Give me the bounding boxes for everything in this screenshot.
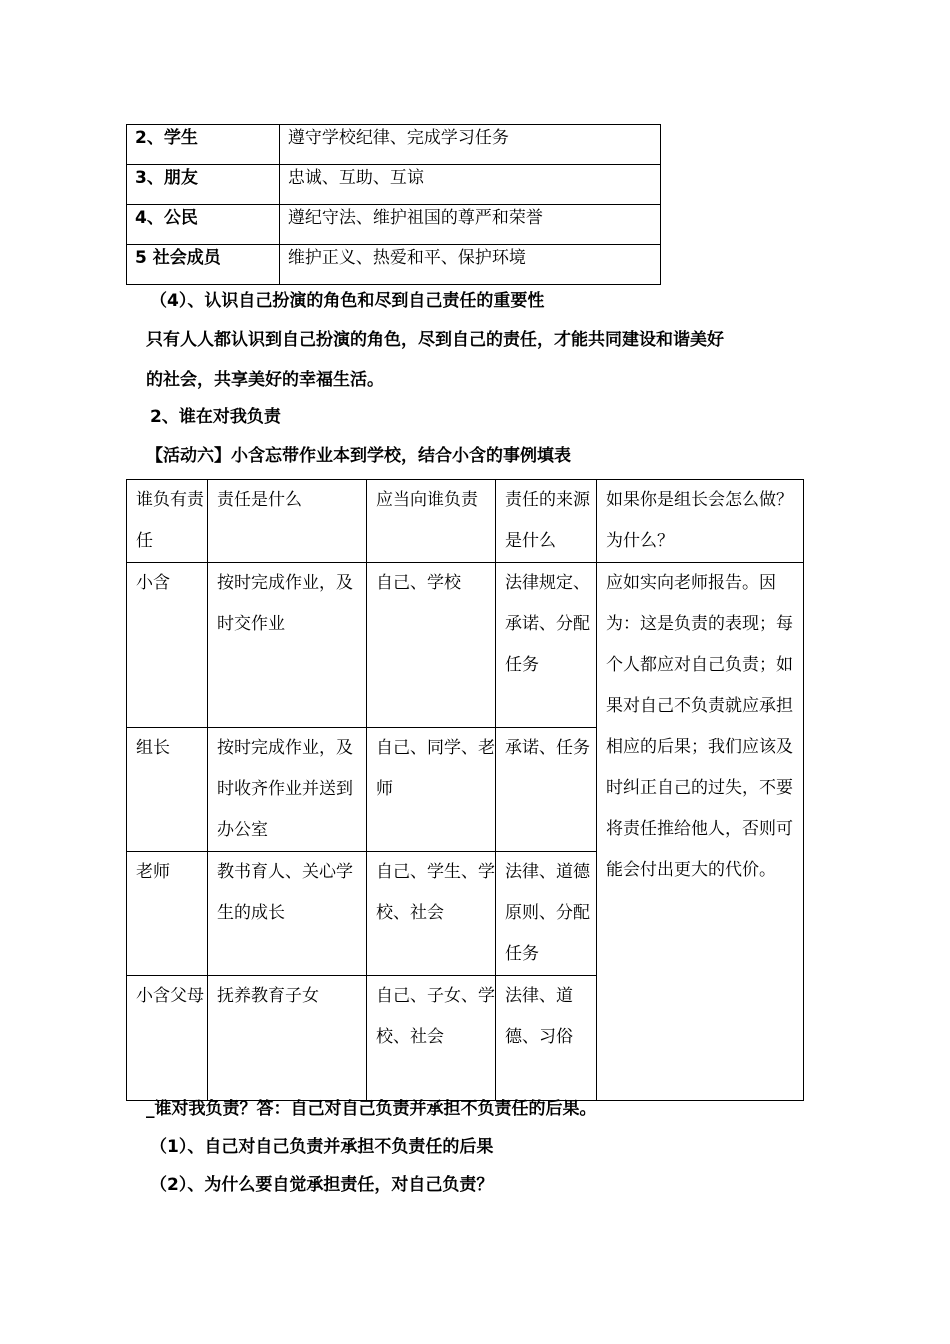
to-whom-cell: 自己、子女、学校、社会 <box>367 976 496 1101</box>
responsibility-table <box>126 479 804 1101</box>
duty-cell: 维护正义、热爱和平、保护环境 <box>279 245 660 285</box>
paragraph-line: 的社会，共享美好的幸福生活。 <box>146 370 384 390</box>
table-row <box>127 563 804 728</box>
role-cell: 4、公民 <box>127 205 280 245</box>
header-cell: 如果你是组长会怎么做？为什么？ <box>597 480 804 563</box>
table-row <box>127 205 661 245</box>
role-cell: 3、朋友 <box>127 165 280 205</box>
paragraph-line: 只有人人都认识到自己扮演的角色，尽到自己的责任，才能共同建设和谐美好 <box>146 330 724 350</box>
role-cell: 5 社会成员 <box>127 245 280 285</box>
roles-table <box>126 124 661 285</box>
source-cell: 承诺、任务 <box>496 728 597 852</box>
what-cell: 教书育人、关心学生的成长 <box>208 852 367 976</box>
duty-cell: 遵守学校纪律、完成学习任务 <box>279 125 660 165</box>
to-whom-cell: 自己、学校 <box>367 563 496 728</box>
what-cell: 抚养教育子女 <box>208 976 367 1101</box>
header-cell: 谁负有责任 <box>127 480 208 563</box>
source-cell: 法律、道德、习俗 <box>496 976 597 1101</box>
answer-cell: 应如实向老师报告。因为：这是负责的表现；每个人都应对自己负责；如果对自己不负责就应承担相应的后果；我们应该及时纠正自己的过失，不要将责任推给他人，否则可能会付出更大的代价。 <box>597 563 804 1101</box>
activity-heading: 【活动六】小含忘带作业本到学校，结合小含的事例填表 <box>146 446 571 466</box>
section-4-heading: （4）、认识自己扮演的角色和尽到自己责任的重要性 <box>150 291 545 311</box>
section-heading: 2、谁在对我负责 <box>150 407 281 427</box>
point-2: （2）、为什么要自觉承担责任，对自己负责？ <box>150 1175 494 1195</box>
who-cell: 小含 <box>127 563 208 728</box>
header-cell: 应当向谁负责 <box>367 480 496 563</box>
question-line: _谁对我负责？答：自己对自己负责并承担不负责任的后果。 <box>146 1099 597 1119</box>
to-whom-cell: 自己、同学、老师 <box>367 728 496 852</box>
who-cell: 小含父母 <box>127 976 208 1101</box>
source-cell: 法律规定、承诺、分配任务 <box>496 563 597 728</box>
what-cell: 按时完成作业，及时交作业 <box>208 563 367 728</box>
point-1: （1）、自己对自己负责并承担不负责任的后果 <box>150 1137 494 1157</box>
header-cell: 责任的来源是什么 <box>496 480 597 563</box>
who-cell: 老师 <box>127 852 208 976</box>
table-row <box>127 165 661 205</box>
to-whom-cell: 自己、学生、学校、社会 <box>367 852 496 976</box>
who-cell: 组长 <box>127 728 208 852</box>
table-row <box>127 245 661 285</box>
source-cell: 法律、道德原则、分配任务 <box>496 852 597 976</box>
table-header-row <box>127 480 804 563</box>
header-cell: 责任是什么 <box>208 480 367 563</box>
table-row <box>127 125 661 165</box>
role-cell: 2、学生 <box>127 125 280 165</box>
duty-cell: 忠诚、互助、互谅 <box>279 165 660 205</box>
duty-cell: 遵纪守法、维护祖国的尊严和荣誉 <box>279 205 660 245</box>
what-cell: 按时完成作业，及时收齐作业并送到办公室 <box>208 728 367 852</box>
